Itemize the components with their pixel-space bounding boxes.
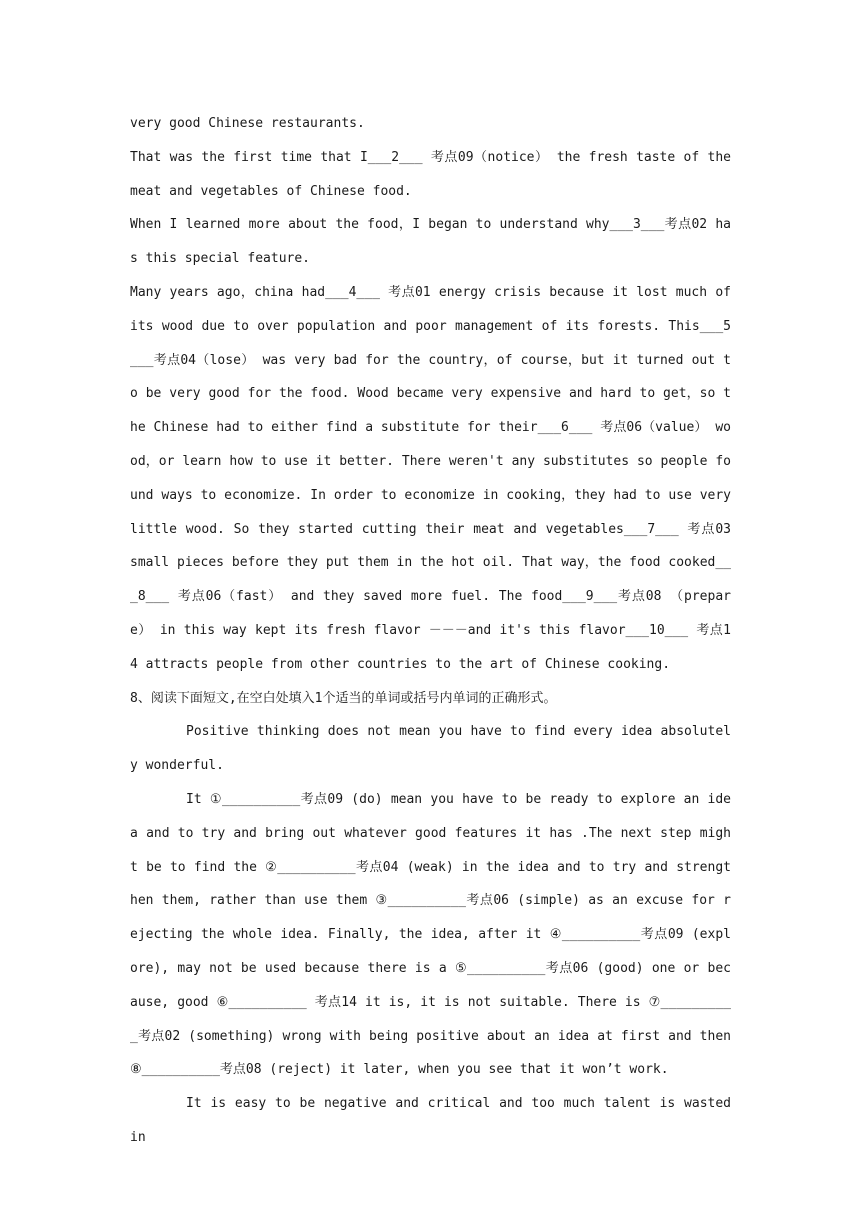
document-page — [130, 107, 731, 1155]
question-8-paragraph-1: Positive thinking does not mean you have to find every idea absolutely wonderful. — [130, 724, 731, 774]
passage-paragraph-energy-crisis: Many years ago，china had___4___ 考点01 energy crisis because it lost much of its wood due to over population and poor management of its forests. This___5___考点04（lose） was very bad for the country，of course，but it turned out to be very good for the food. Wood became very expensive and hard to get，so the Chinese had to either find a substitute for their___6___ 考点06（value） wood，or learn how to use it better. There weren't any substitutes so people found ways to economize. In order to economize in cooking，they had to use very little wood. So they started cutting their meat and vegetables___7___ 考点03 small pieces before they put them in the hot oil. That way，the food cooked___8___ 考点06（fast） and they saved more fuel. The food___9___考点08 （prepare） in this way kept its fresh flavor －－－and it's this flavor___10___ 考点14 attracts people from other countries to the art of Chinese cooking. — [130, 284, 731, 672]
question-8-heading: 8、阅读下面短文,在空白处填入1个适当的单词或括号内单词的正确形式。 — [130, 690, 557, 706]
passage-line-restaurants: very good Chinese restaurants. — [130, 116, 365, 131]
question-8-paragraph-3: It is easy to be negative and critical and too much talent is wasted in — [130, 1096, 731, 1145]
passage-line-notice: That was the first time that I___2___ 考点09（notice） the fresh taste of the meat and vegetables of Chinese food. — [130, 149, 731, 199]
passage-line-feature: When I learned more about the food，I began to understand why___3___考点02 has this special feature. — [130, 217, 731, 267]
question-8-paragraph-2: It ①__________考点09 (do) mean you have to be ready to explore an idea and to try and bring out whatever good features it has .The next step might be to find the ②__________考点04 (weak) in the idea and to try and strengthen them, rather than use them ③__________考点06 (simple) as an excuse for rejecting the whole idea. Finally, the idea, after it ④__________考点09 (explore), may not be used because there is a ⑤__________考点06 (good) one or because, good ⑥__________ 考点14 it is, it is not suitable. There is ⑦__________考点02 (something) wrong with being positive about an idea at first and then ⑧__________考点08 (reject) it later, when you see that it won’t work. — [130, 791, 731, 1078]
